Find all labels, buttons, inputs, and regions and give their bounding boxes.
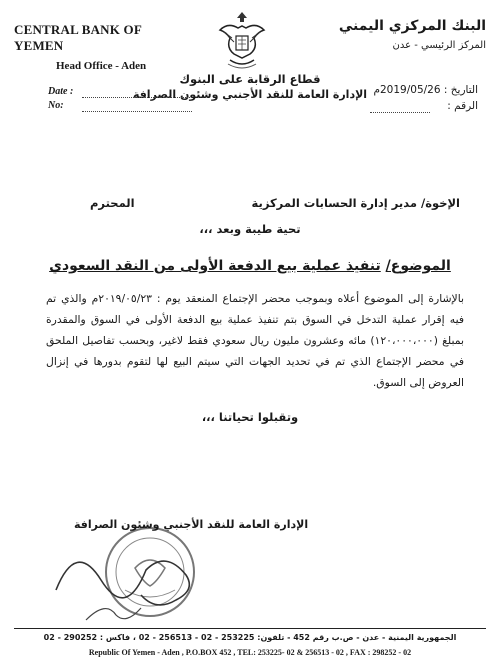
subject-label: الموضوع/ [385,258,451,274]
no-line-en [82,111,192,112]
footer-address-en: Republic Of Yemen - Aden , P.O.BOX 452 , TEL: 253225- 02 & 256513 - 02 , FAX : 298252 - 02 [88,648,412,657]
number-label-ar: الرقم : [447,100,478,112]
greeting: تحية طيبة وبعد ،،، [199,222,301,236]
honorific: المحترم [90,196,135,210]
directorate-title: الإدارة العامة للنقد الأجنبي وشئون الصرافة [132,88,368,101]
sector-title: قطاع الرقابة على البنوك [179,72,321,86]
body-paragraph: بالإشارة إلى الموضوع أعلاه وبموجب محضر الإجتماع المنعقد يوم : ٢٠١٩/٠٥/٢٣م والذي تم فيه إقرار عملية التدخل في السوق بتم تنفيذ عملية بيع الدفعة الأولى في السوق والمقدرة بمبلغ (١٢٠،٠٠٠،٠٠٠) مائه وعشرون مليون ريال سعودي فقط لاغير، وبحسب تفاصيل الملحق في محضر الإجتماع الذي تم في تحديد الجهات التي سيتم البيع لها لتقوم بدورها في إنزال العروض إلى السوق. [46,292,464,389]
footer-divider [14,628,486,629]
closing: وتقبلوا تحياتنا ،،، [201,410,299,424]
date-ar: التاريخ : 2019/05/26م [373,84,478,96]
header-english [14,22,184,72]
footer-address-ar: الجمهورية اليمنية - عدن - ص.ب رقم 452 - تلفون: 253225 - 02 - 256513 - 02 ، فاكس : 290252 - 02 [43,633,457,642]
subject-text: تنفيذ عملية بيع الدفعة الأولى من النقد السعودي [49,258,381,274]
no-label-en: No: [48,100,64,111]
yemen-eagle-emblem-icon [214,8,270,74]
bank-name-ar: البنك المركزي اليمني [338,18,486,34]
addressee: الإخوة/ مدير إدارة الحسابات المركزية [251,196,460,210]
number-line-ar [370,112,430,113]
bank-name-en: CENTRAL BANK OF YEMEN [14,22,142,53]
office-en: Head Office - Aden [56,60,147,72]
office-ar: المركز الرئيسي - عدن [392,40,486,51]
date-line-en [82,97,192,98]
signatory-title: الإدارة العامة للنقد الأجنبي وشئون الصرافة [74,518,309,531]
handwritten-signature-icon [46,520,246,630]
subject-line [0,258,500,274]
date-label-en: Date : [48,86,74,97]
header-arabic [336,18,486,51]
